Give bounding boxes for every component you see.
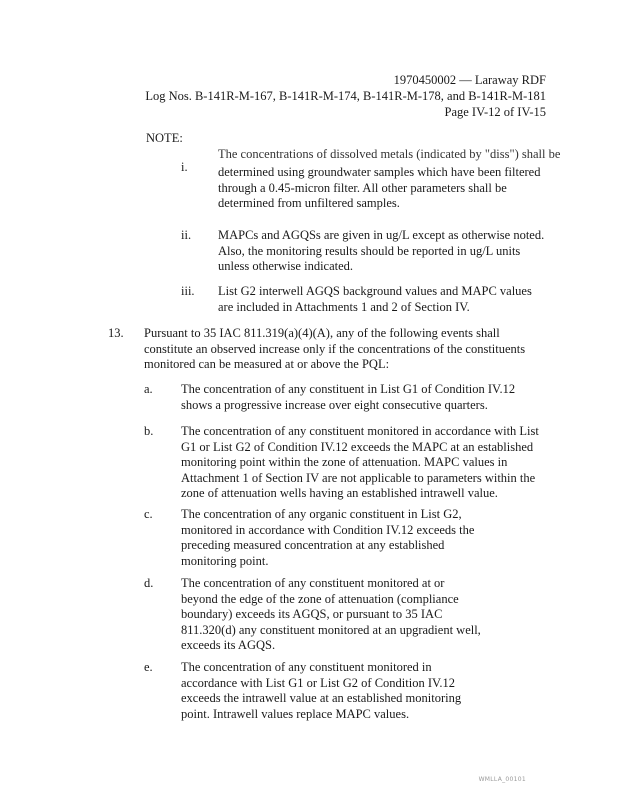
- condition-13-item-d-marker: d.: [144, 576, 154, 590]
- condition-13-item-b-text: The concentration of any constituent monitored in accordance with List G1 or List G2 of Condition IV.12 exceeds the MAPC at an established monitoring point within the zone of attenuation. MAPC values in Attachment 1 of Section IV are not applicable to parameters within the zone of attenuation wells having an established intrawell value.: [181, 424, 539, 500]
- header-facility-id: 1970450002 — Laraway RDF: [393, 73, 546, 87]
- note-label: NOTE:: [146, 131, 183, 145]
- condition-13-item-e-text: The concentration of any constituent monitored in accordance with List G1 or List G2 of Condition IV.12 exceeds the intrawell value at an established monitoring point. Intrawell values replace MAPC values.: [181, 660, 462, 721]
- condition-13-item-d-text: The concentration of any constituent monitored at or beyond the edge of the zone of attenuation (compliance boundary) exceeds its AGQS, or pursuant to 35 IAC 811.320(d) any constituent monitored at an upgradient well, exceeds its AGQS.: [181, 576, 481, 652]
- note-item-i-marker: i.: [181, 160, 188, 174]
- note-item-iii-marker: iii.: [181, 284, 195, 298]
- header-page-number: Page IV-12 of IV-15: [444, 105, 546, 119]
- condition-13-item-c-text: The concentration of any organic constituent in List G2, monitored in accordance with Condition IV.12 exceeds the preceding measured concentration at any established monitoring point.: [181, 507, 475, 568]
- condition-13-number: 13.: [108, 326, 124, 340]
- note-item-i-cut-text: The concentrations of dissolved metals (indicated by "diss") shall be: [218, 147, 561, 161]
- condition-13-item-b-marker: b.: [144, 424, 154, 438]
- condition-13-item-c-marker: c.: [144, 507, 153, 521]
- header-log-numbers: Log Nos. B-141R-M-167, B-141R-M-174, B-141R-M-178, and B-141R-M-181: [145, 89, 546, 103]
- footer-document-id: WMLLA_00101: [478, 776, 526, 783]
- note-item-iii-text: List G2 interwell AGQS background values and MAPC values are included in Attachments 1 and 2 of Section IV.: [218, 284, 532, 314]
- page-header: [145, 72, 546, 120]
- condition-13-item-e-marker: e.: [144, 660, 153, 674]
- note-item-ii-text: MAPCs and AGQSs are given in ug/L except as otherwise noted. Also, the monitoring results should be reported in ug/L units unless otherwise indicated.: [218, 228, 545, 273]
- note-item-i-cut-line: [218, 147, 561, 162]
- note-item-i-text: determined using groundwater samples which have been filtered through a 0.45-micron filter. All other parameters shall be determined from unfiltered samples.: [218, 165, 541, 210]
- condition-13-intro: Pursuant to 35 IAC 811.319(a)(4)(A), any of the following events shall constitute an observed increase only if the concentrations of the constituents monitored can be measured at or above the PQL:: [144, 326, 526, 371]
- condition-13-item-a-text: The concentration of any constituent in List G1 of Condition IV.12 shows a progressive increase over eight consecutive quarters.: [181, 382, 516, 412]
- condition-13-item-a-marker: a.: [144, 382, 153, 396]
- note-item-ii-marker: ii.: [181, 228, 192, 242]
